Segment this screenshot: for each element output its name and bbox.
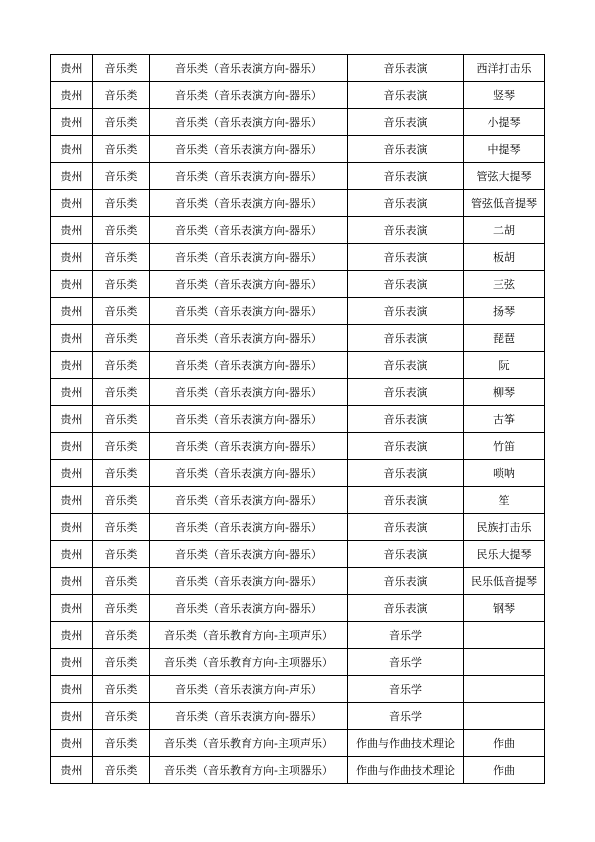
table-row bbox=[51, 163, 545, 190]
table-row bbox=[51, 568, 545, 595]
exam-type-cell: 音乐类（音乐教育方向-主项声乐） bbox=[150, 622, 348, 649]
exam-type-cell: 音乐类（音乐表演方向-器乐） bbox=[150, 55, 348, 82]
province-cell: 贵州 bbox=[51, 568, 93, 595]
instrument-cell: 民族打击乐 bbox=[464, 514, 545, 541]
table-row bbox=[51, 325, 545, 352]
province-cell: 贵州 bbox=[51, 298, 93, 325]
major-cell: 音乐表演 bbox=[348, 298, 464, 325]
major-cell: 音乐表演 bbox=[348, 271, 464, 298]
exam-type-cell: 音乐类（音乐表演方向-器乐） bbox=[150, 244, 348, 271]
category-cell: 音乐类 bbox=[93, 406, 150, 433]
category-cell: 音乐类 bbox=[93, 244, 150, 271]
table-row bbox=[51, 433, 545, 460]
category-cell: 音乐类 bbox=[93, 271, 150, 298]
major-cell: 音乐表演 bbox=[348, 568, 464, 595]
major-cell: 音乐表演 bbox=[348, 325, 464, 352]
instrument-cell: 琵琶 bbox=[464, 325, 545, 352]
exam-type-cell: 音乐类（音乐表演方向-器乐） bbox=[150, 109, 348, 136]
table-row bbox=[51, 109, 545, 136]
instrument-cell: 竖琴 bbox=[464, 82, 545, 109]
major-cell: 音乐表演 bbox=[348, 163, 464, 190]
province-cell: 贵州 bbox=[51, 730, 93, 757]
major-cell: 音乐表演 bbox=[348, 379, 464, 406]
province-cell: 贵州 bbox=[51, 352, 93, 379]
category-cell: 音乐类 bbox=[93, 703, 150, 730]
instrument-cell: 中提琴 bbox=[464, 136, 545, 163]
exam-type-cell: 音乐类（音乐教育方向-主项声乐） bbox=[150, 730, 348, 757]
major-cell: 音乐表演 bbox=[348, 55, 464, 82]
instrument-cell: 管弦低音提琴 bbox=[464, 190, 545, 217]
province-cell: 贵州 bbox=[51, 379, 93, 406]
exam-type-cell: 音乐类（音乐表演方向-器乐） bbox=[150, 568, 348, 595]
instrument-cell: 笙 bbox=[464, 487, 545, 514]
province-cell: 贵州 bbox=[51, 109, 93, 136]
province-cell: 贵州 bbox=[51, 622, 93, 649]
exam-type-cell: 音乐类（音乐表演方向-器乐） bbox=[150, 136, 348, 163]
major-cell: 音乐学 bbox=[348, 703, 464, 730]
table-row bbox=[51, 757, 545, 784]
category-cell: 音乐类 bbox=[93, 82, 150, 109]
major-cell: 作曲与作曲技术理论 bbox=[348, 730, 464, 757]
instrument-cell: 钢琴 bbox=[464, 595, 545, 622]
exam-type-cell: 音乐类（音乐表演方向-器乐） bbox=[150, 541, 348, 568]
major-cell: 音乐学 bbox=[348, 676, 464, 703]
category-cell: 音乐类 bbox=[93, 190, 150, 217]
category-cell: 音乐类 bbox=[93, 730, 150, 757]
major-cell: 音乐表演 bbox=[348, 595, 464, 622]
instrument-cell: 管弦大提琴 bbox=[464, 163, 545, 190]
major-cell: 音乐表演 bbox=[348, 82, 464, 109]
category-cell: 音乐类 bbox=[93, 217, 150, 244]
exam-type-cell: 音乐类（音乐表演方向-器乐） bbox=[150, 163, 348, 190]
table-row bbox=[51, 514, 545, 541]
instrument-cell: 阮 bbox=[464, 352, 545, 379]
category-cell: 音乐类 bbox=[93, 55, 150, 82]
province-cell: 贵州 bbox=[51, 595, 93, 622]
province-cell: 贵州 bbox=[51, 271, 93, 298]
instrument-cell: 作曲 bbox=[464, 757, 545, 784]
exam-type-cell: 音乐类（音乐表演方向-器乐） bbox=[150, 298, 348, 325]
table-row bbox=[51, 460, 545, 487]
exam-type-cell: 音乐类（音乐教育方向-主项器乐） bbox=[150, 649, 348, 676]
admissions-table bbox=[50, 54, 545, 784]
table-row bbox=[51, 649, 545, 676]
category-cell: 音乐类 bbox=[93, 298, 150, 325]
table-row bbox=[51, 55, 545, 82]
category-cell: 音乐类 bbox=[93, 541, 150, 568]
category-cell: 音乐类 bbox=[93, 136, 150, 163]
category-cell: 音乐类 bbox=[93, 676, 150, 703]
major-cell: 音乐表演 bbox=[348, 136, 464, 163]
exam-type-cell: 音乐类（音乐表演方向-声乐） bbox=[150, 676, 348, 703]
instrument-cell bbox=[464, 622, 545, 649]
province-cell: 贵州 bbox=[51, 460, 93, 487]
major-cell: 音乐表演 bbox=[348, 541, 464, 568]
instrument-cell: 作曲 bbox=[464, 730, 545, 757]
category-cell: 音乐类 bbox=[93, 163, 150, 190]
province-cell: 贵州 bbox=[51, 406, 93, 433]
table-row bbox=[51, 730, 545, 757]
major-cell: 音乐表演 bbox=[348, 217, 464, 244]
province-cell: 贵州 bbox=[51, 487, 93, 514]
instrument-cell: 柳琴 bbox=[464, 379, 545, 406]
instrument-cell: 二胡 bbox=[464, 217, 545, 244]
instrument-cell: 板胡 bbox=[464, 244, 545, 271]
exam-type-cell: 音乐类（音乐表演方向-器乐） bbox=[150, 703, 348, 730]
instrument-cell: 西洋打击乐 bbox=[464, 55, 545, 82]
province-cell: 贵州 bbox=[51, 676, 93, 703]
table-row bbox=[51, 244, 545, 271]
category-cell: 音乐类 bbox=[93, 649, 150, 676]
table-row bbox=[51, 298, 545, 325]
major-cell: 音乐表演 bbox=[348, 244, 464, 271]
province-cell: 贵州 bbox=[51, 217, 93, 244]
instrument-cell: 古筝 bbox=[464, 406, 545, 433]
exam-type-cell: 音乐类（音乐表演方向-器乐） bbox=[150, 352, 348, 379]
table-row bbox=[51, 622, 545, 649]
table-row bbox=[51, 379, 545, 406]
major-cell: 音乐表演 bbox=[348, 190, 464, 217]
instrument-cell: 三弦 bbox=[464, 271, 545, 298]
exam-type-cell: 音乐类（音乐表演方向-器乐） bbox=[150, 406, 348, 433]
major-cell: 音乐学 bbox=[348, 622, 464, 649]
table-row bbox=[51, 595, 545, 622]
province-cell: 贵州 bbox=[51, 325, 93, 352]
category-cell: 音乐类 bbox=[93, 109, 150, 136]
table-row bbox=[51, 352, 545, 379]
table-row bbox=[51, 217, 545, 244]
exam-type-cell: 音乐类（音乐表演方向-器乐） bbox=[150, 595, 348, 622]
province-cell: 贵州 bbox=[51, 541, 93, 568]
table-row bbox=[51, 487, 545, 514]
exam-type-cell: 音乐类（音乐表演方向-器乐） bbox=[150, 190, 348, 217]
province-cell: 贵州 bbox=[51, 82, 93, 109]
instrument-cell: 民乐大提琴 bbox=[464, 541, 545, 568]
province-cell: 贵州 bbox=[51, 244, 93, 271]
major-cell: 音乐表演 bbox=[348, 352, 464, 379]
major-cell: 作曲与作曲技术理论 bbox=[348, 757, 464, 784]
instrument-cell bbox=[464, 703, 545, 730]
instrument-cell: 竹笛 bbox=[464, 433, 545, 460]
major-cell: 音乐表演 bbox=[348, 433, 464, 460]
instrument-cell: 小提琴 bbox=[464, 109, 545, 136]
major-cell: 音乐表演 bbox=[348, 514, 464, 541]
table-row bbox=[51, 271, 545, 298]
category-cell: 音乐类 bbox=[93, 514, 150, 541]
category-cell: 音乐类 bbox=[93, 352, 150, 379]
table-row bbox=[51, 676, 545, 703]
major-cell: 音乐表演 bbox=[348, 487, 464, 514]
category-cell: 音乐类 bbox=[93, 595, 150, 622]
province-cell: 贵州 bbox=[51, 433, 93, 460]
province-cell: 贵州 bbox=[51, 190, 93, 217]
exam-type-cell: 音乐类（音乐表演方向-器乐） bbox=[150, 460, 348, 487]
exam-type-cell: 音乐类（音乐表演方向-器乐） bbox=[150, 379, 348, 406]
category-cell: 音乐类 bbox=[93, 622, 150, 649]
exam-type-cell: 音乐类（音乐表演方向-器乐） bbox=[150, 487, 348, 514]
table-row bbox=[51, 190, 545, 217]
category-cell: 音乐类 bbox=[93, 487, 150, 514]
province-cell: 贵州 bbox=[51, 163, 93, 190]
exam-type-cell: 音乐类（音乐表演方向-器乐） bbox=[150, 82, 348, 109]
exam-type-cell: 音乐类（音乐教育方向-主项器乐） bbox=[150, 757, 348, 784]
exam-type-cell: 音乐类（音乐表演方向-器乐） bbox=[150, 217, 348, 244]
province-cell: 贵州 bbox=[51, 55, 93, 82]
exam-type-cell: 音乐类（音乐表演方向-器乐） bbox=[150, 325, 348, 352]
province-cell: 贵州 bbox=[51, 136, 93, 163]
major-cell: 音乐表演 bbox=[348, 460, 464, 487]
table-row bbox=[51, 703, 545, 730]
category-cell: 音乐类 bbox=[93, 568, 150, 595]
province-cell: 贵州 bbox=[51, 757, 93, 784]
category-cell: 音乐类 bbox=[93, 379, 150, 406]
major-cell: 音乐表演 bbox=[348, 406, 464, 433]
exam-type-cell: 音乐类（音乐表演方向-器乐） bbox=[150, 514, 348, 541]
table-row bbox=[51, 136, 545, 163]
province-cell: 贵州 bbox=[51, 514, 93, 541]
province-cell: 贵州 bbox=[51, 649, 93, 676]
major-cell: 音乐表演 bbox=[348, 109, 464, 136]
table-row bbox=[51, 82, 545, 109]
exam-type-cell: 音乐类（音乐表演方向-器乐） bbox=[150, 271, 348, 298]
table-row bbox=[51, 406, 545, 433]
category-cell: 音乐类 bbox=[93, 460, 150, 487]
instrument-cell bbox=[464, 676, 545, 703]
instrument-cell: 唢呐 bbox=[464, 460, 545, 487]
category-cell: 音乐类 bbox=[93, 433, 150, 460]
category-cell: 音乐类 bbox=[93, 757, 150, 784]
table-row bbox=[51, 541, 545, 568]
instrument-cell: 民乐低音提琴 bbox=[464, 568, 545, 595]
table-body bbox=[51, 55, 545, 784]
province-cell: 贵州 bbox=[51, 703, 93, 730]
major-cell: 音乐学 bbox=[348, 649, 464, 676]
instrument-cell: 扬琴 bbox=[464, 298, 545, 325]
category-cell: 音乐类 bbox=[93, 325, 150, 352]
instrument-cell bbox=[464, 649, 545, 676]
exam-type-cell: 音乐类（音乐表演方向-器乐） bbox=[150, 433, 348, 460]
